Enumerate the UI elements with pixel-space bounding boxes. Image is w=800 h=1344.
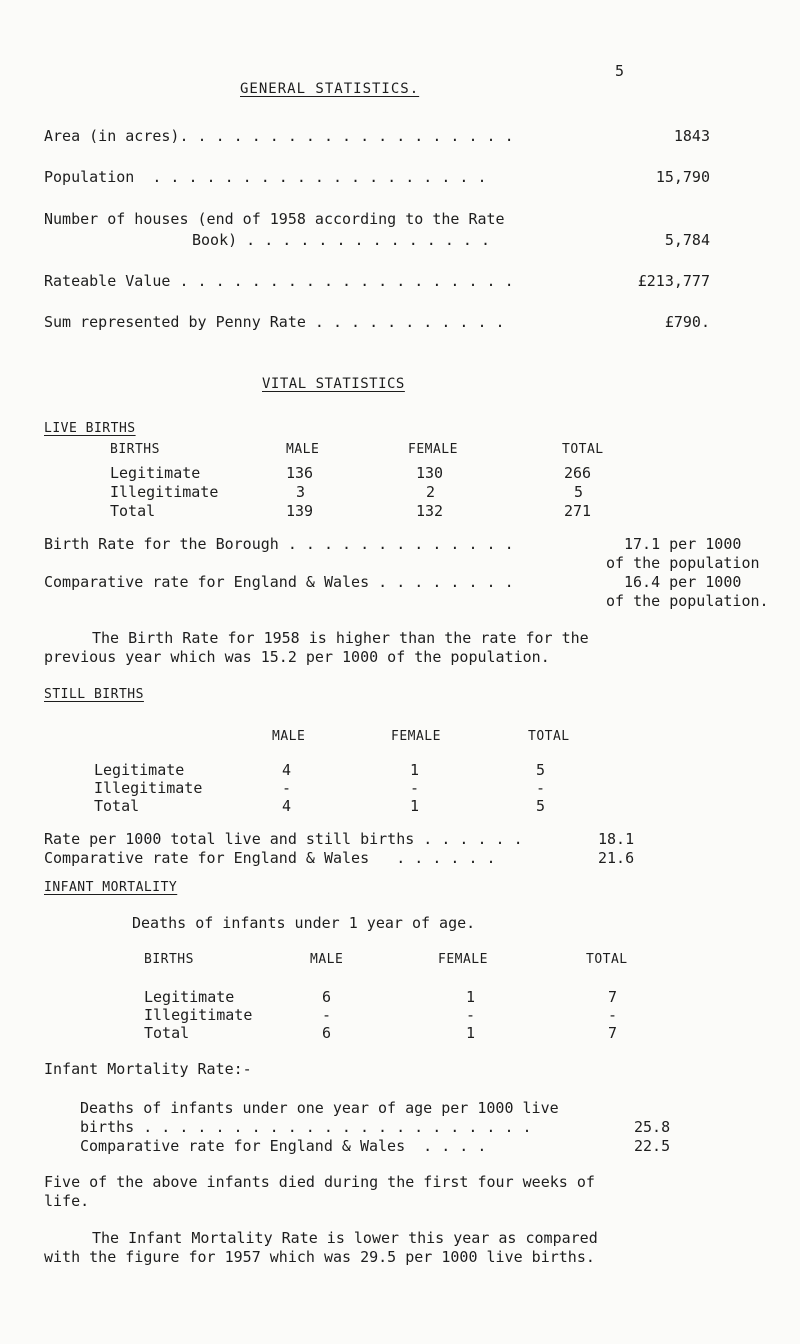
houses-label-cont: Book) . . . . . . . . . . . . . .	[192, 231, 491, 249]
infant-final-line2: with the figure for 1957 which was 29.5 per 1000 live births.	[44, 1248, 595, 1266]
table-cell: 6	[322, 1024, 332, 1042]
live-col-births: BIRTHS	[110, 442, 160, 457]
area-label: Area (in acres). . . . . . . . . . . . . . . . . . .	[44, 127, 514, 145]
birth-comp-value: 16.4 per 1000	[624, 573, 742, 591]
infant-intro: Deaths of infants under 1 year of age.	[132, 914, 476, 932]
infant-rate-line2: births . . . . . . . . . . . . . . . . . . . . . .	[80, 1118, 532, 1136]
table-cell: 5	[536, 761, 546, 779]
table-cell: -	[608, 1006, 618, 1024]
table-cell: -	[322, 1006, 332, 1024]
live-births-heading: LIVE BIRTHS	[44, 421, 136, 436]
birth-rate-label: Birth Rate for the Borough . . . . . . . . . . . . .	[44, 535, 514, 553]
birth-note-line2: previous year which was 15.2 per 1000 of the population.	[44, 648, 550, 666]
birth-comp-sub: of the population.	[606, 592, 769, 610]
table-cell: 4	[282, 797, 292, 815]
table-cell: -	[536, 779, 546, 797]
table-cell: 271	[564, 502, 592, 520]
table-cell: 132	[416, 502, 444, 520]
infant-final-line1: The Infant Mortality Rate is lower this year as compared	[92, 1229, 598, 1247]
infant-five-line1: Five of the above infants died during the first four weeks of	[44, 1173, 595, 1191]
infant-five-line2: life.	[44, 1192, 90, 1210]
table-row-label: Legitimate	[110, 464, 201, 482]
table-row-label: Total	[94, 797, 140, 815]
infant-col-total: TOTAL	[586, 952, 628, 967]
infant-rate-line1: Deaths of infants under one year of age per 1000 live	[80, 1099, 559, 1117]
table-row-label: Legitimate	[94, 761, 185, 779]
infant-rate-value: 25.8	[634, 1118, 671, 1136]
table-cell: 7	[608, 988, 618, 1006]
population-value: 15,790	[655, 168, 710, 186]
birth-rate-value: 17.1 per 1000	[624, 535, 742, 553]
infant-rate-heading: Infant Mortality Rate:-	[44, 1060, 252, 1078]
birth-note-line1: The Birth Rate for 1958 is higher than the rate for the	[92, 629, 589, 647]
live-col-male: MALE	[286, 442, 320, 457]
table-row-label: Legitimate	[144, 988, 235, 1006]
table-cell: -	[466, 1006, 476, 1024]
infant-mortality-heading: INFANT MORTALITY	[44, 880, 178, 895]
rateable-value: £213,777	[637, 272, 710, 290]
still-births-heading: STILL BIRTHS	[44, 687, 144, 702]
page-number: 5	[615, 62, 625, 80]
infant-col-female: FEMALE	[438, 952, 488, 967]
table-cell: 4	[282, 761, 292, 779]
infant-comp-value: 22.5	[634, 1137, 671, 1155]
infant-comp-label: Comparative rate for England & Wales . . . .	[80, 1137, 487, 1155]
table-row-label: Illegitimate	[94, 779, 203, 797]
table-row-label: Illegitimate	[144, 1006, 253, 1024]
population-label: Population . . . . . . . . . . . . . . . . . . .	[44, 168, 487, 186]
table-cell: -	[282, 779, 292, 797]
live-col-total: TOTAL	[562, 442, 604, 457]
still-col-total: TOTAL	[528, 729, 570, 744]
table-row-label: Illegitimate	[110, 483, 219, 501]
table-cell: 2	[426, 483, 436, 501]
table-cell: 130	[416, 464, 444, 482]
table-cell: 7	[608, 1024, 618, 1042]
still-col-male: MALE	[272, 729, 306, 744]
table-cell: 5	[574, 483, 584, 501]
table-cell: 139	[286, 502, 314, 520]
table-cell: 3	[296, 483, 306, 501]
still-comp-value: 21.6	[598, 849, 635, 867]
live-col-female: FEMALE	[408, 442, 458, 457]
table-cell: 1	[410, 761, 420, 779]
vital-statistics-title: VITAL STATISTICS	[262, 376, 405, 392]
still-comp-label: Comparative rate for England & Wales . . . . . .	[44, 849, 496, 867]
still-col-female: FEMALE	[391, 729, 441, 744]
penny-rate-label: Sum represented by Penny Rate . . . . . . . . . . .	[44, 313, 505, 331]
table-cell: 1	[410, 797, 420, 815]
table-row-label: Total	[110, 502, 156, 520]
birth-rate-sub: of the population	[606, 554, 760, 572]
table-row-label: Total	[144, 1024, 190, 1042]
infant-col-male: MALE	[310, 952, 344, 967]
page-title: GENERAL STATISTICS.	[240, 81, 420, 97]
table-cell: 1	[466, 988, 476, 1006]
still-rate-value: 18.1	[598, 830, 635, 848]
penny-rate-value: £790.	[664, 313, 710, 331]
houses-label: Number of houses (end of 1958 according to the Rate	[44, 210, 505, 228]
houses-value: 5,784	[664, 231, 710, 249]
table-cell: 266	[564, 464, 592, 482]
table-cell: 1	[466, 1024, 476, 1042]
table-cell: -	[410, 779, 420, 797]
rateable-value-label: Rateable Value . . . . . . . . . . . . . . . . . . .	[44, 272, 514, 290]
infant-col-births: BIRTHS	[144, 952, 194, 967]
table-cell: 136	[286, 464, 314, 482]
area-value: 1843	[673, 127, 710, 145]
table-cell: 5	[536, 797, 546, 815]
birth-comp-label: Comparative rate for England & Wales . . . . . . . .	[44, 573, 514, 591]
still-rate-label: Rate per 1000 total live and still births . . . . . .	[44, 830, 523, 848]
table-cell: 6	[322, 988, 332, 1006]
